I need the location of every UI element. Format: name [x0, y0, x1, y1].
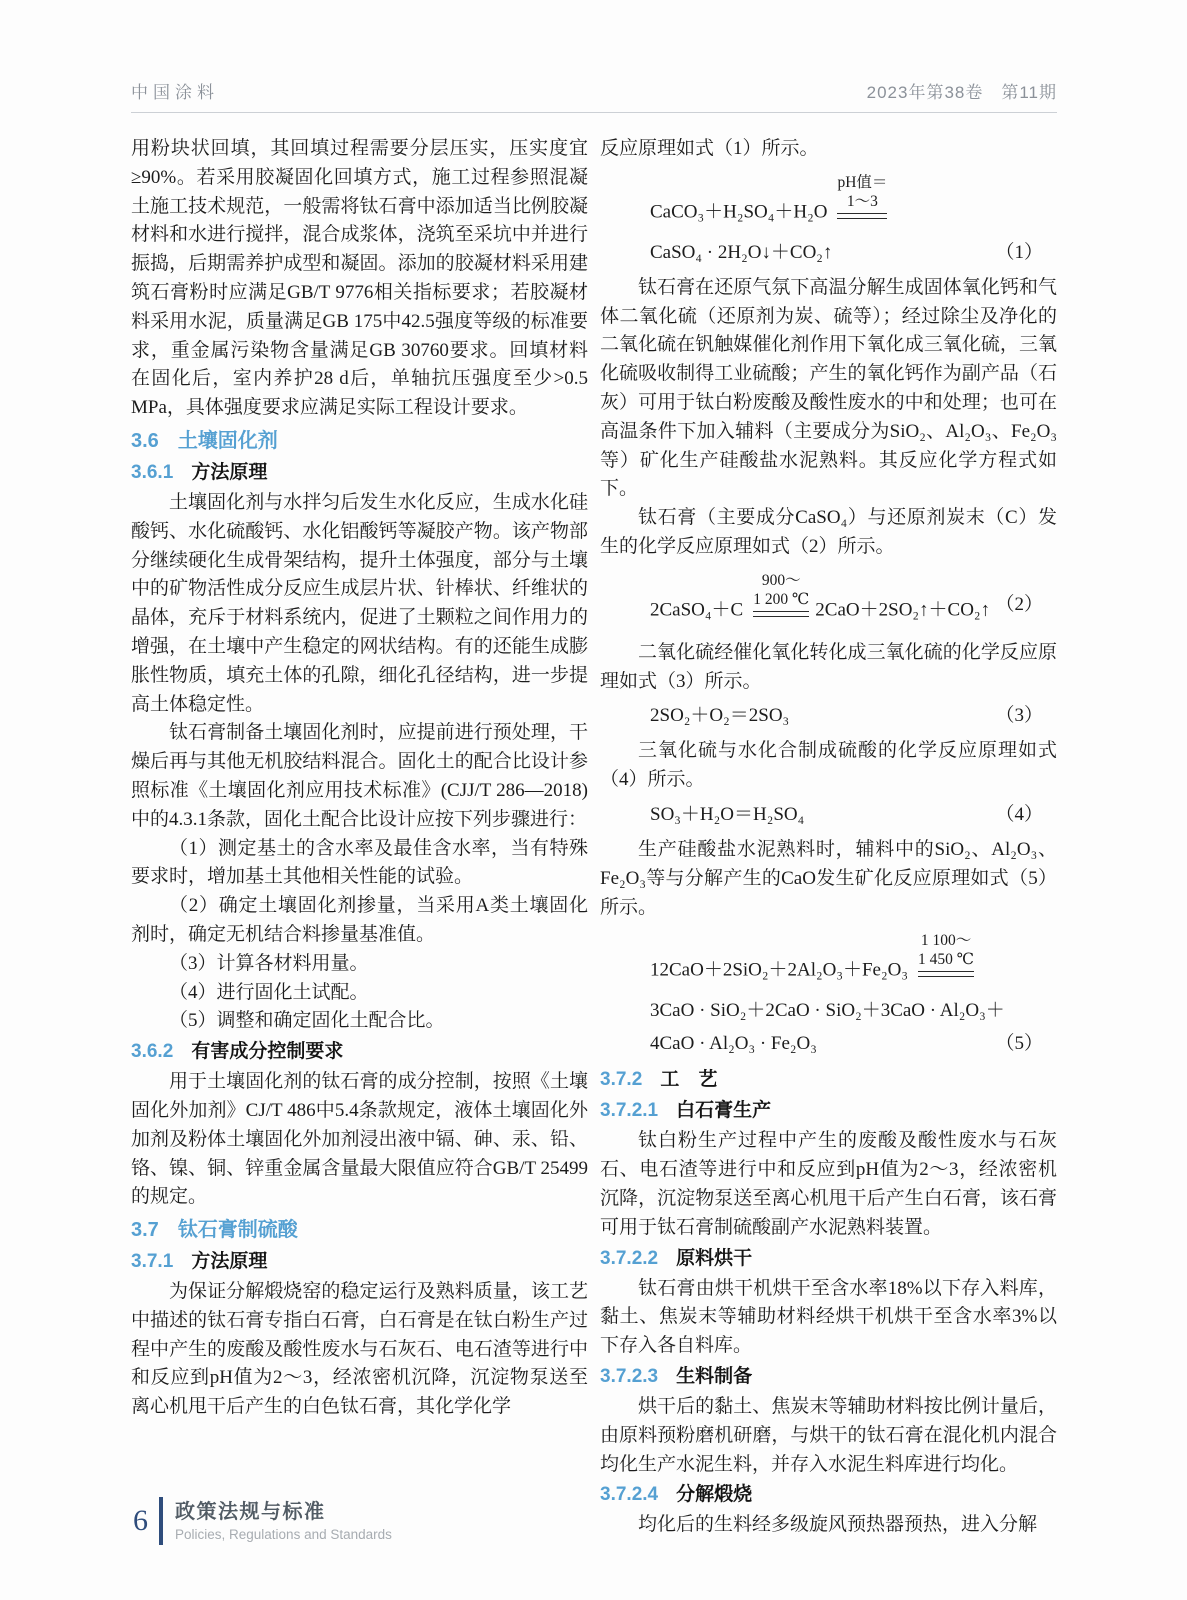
equation-line — [650, 571, 1043, 634]
subsection-heading-3-7-2-4 — [600, 1480, 1057, 1510]
section-number: 3.7 — [131, 1219, 159, 1242]
paragraph: 二氧化硫经催化氧化转化成三氧化硫的化学反应原理如式（3）所示。 — [600, 641, 1057, 692]
equation-formula: 2SO₂＋O₂＝2SO₃ — [650, 705, 790, 727]
subsection-heading-3-7-2 — [600, 1065, 1057, 1095]
paragraph: 用粉块状回填，其回填过程需要分层压实，压实度宜≥90%。若采用胶凝固化回填方式，施工过程参照混凝土施工技术规范，一般需将钛石膏中添加适当比例胶凝材料和水进行搅拌，混合成浆体，浇筑至采坑中并进行振捣，后期需养护成型和凝固。添加的胶凝材料采用建筑石膏粉时应满足GB/T 9776相关指标要求；若胶凝材料采用水泥，质量满足GB 175中42.5强度等级的标准要求，重金属污染物含量满足GB 30760要求。回填材料在固化后，室内养护28 d后，单轴抗压强度至少>0.5 MPa，具体强度要求应满足实际工程设计要求。 — [131, 138, 588, 419]
subsection-heading-3-6-1 — [131, 458, 588, 488]
equation-line — [650, 994, 1043, 1027]
equation-rhs: CaSO₄ · 2H₂O↓＋CO₂↑ — [650, 241, 833, 263]
condition-top: pH值＝ — [837, 173, 888, 191]
subsection-number: 3.7.2.2 — [600, 1247, 659, 1269]
section-title: 土壤固化剂 — [177, 429, 278, 452]
subsection-heading-3-7-1 — [131, 1247, 588, 1277]
equation-3 — [600, 699, 1057, 732]
paragraph: 钛石膏制备土壤固化剂时，应提前进行预处理，干燥后再与其他无机胶结料混合。固化土的配合比设计参照标准《土壤固化剂应用技术标准》(CJJ/T 286—2018)中的4.3.1条款，固化土配合比设计应按下列步骤进行： — [131, 722, 588, 830]
equation-number: （4） — [995, 803, 1043, 825]
condition-bottom: 1 200 ℃ — [753, 590, 810, 608]
issue-info: 2023年第38卷 第11期 — [866, 83, 1057, 102]
subsection-heading-3-7-2-1 — [600, 1096, 1057, 1126]
paragraph: 土壤固化剂与水拌匀后发生水化反应，生成水化硅酸钙、水化硫酸钙、水化铝酸钙等凝胶产物。该产物部分继续硬化生成骨架结构，提升土体强度，部分与土壤中的矿物活性成分反应生成层片状、针棒状、纤维状的晶体，充斥于材料系统内，促进了土颗粒之间作用力的增强，在土壤中产生稳定的网状结构。有的还能生成膨胀性物质，填充土体的孔隙，细化孔径结构，进一步提高土体稳定性。 — [131, 491, 588, 715]
equation-1 — [600, 173, 1057, 269]
equation-lhs: 2CaSO₄＋C — [650, 599, 744, 621]
subsection-heading-3-6-2 — [131, 1037, 588, 1067]
equation-rhs: 3CaO · SiO₂＋2CaO · SiO₂＋3CaO · Al₂O₃＋ — [650, 1000, 1005, 1022]
equation-body — [650, 571, 991, 634]
footer-section-en: Policies, Regulations and Standards — [175, 1526, 392, 1542]
equation-number: （1） — [995, 241, 1043, 263]
subsection-number: 3.6.2 — [131, 1041, 174, 1063]
double-bond-line — [918, 971, 974, 977]
page-number: 6 — [133, 1504, 148, 1537]
two-column-body — [131, 135, 1057, 1540]
subsection-title: 原料烘干 — [676, 1247, 753, 1269]
equation-number: （2） — [995, 593, 1043, 615]
subsection-title: 有害成分控制要求 — [191, 1041, 344, 1063]
equation-line — [650, 699, 1043, 732]
reaction-condition — [837, 173, 887, 219]
subsection-number: 3.7.2.4 — [600, 1484, 659, 1506]
paragraph: 用于土壤固化剂的钛石膏的成分控制，按照《土壤固化外加剂》CJ/T 486中5.4条款规定，液体土壤固化外加剂及粉体土壤固化外加剂浸出液中镉、砷、汞、铅、铬、镍、铜、锌重金属含量最大限值应符合GB/T 25499的规定。 — [131, 1071, 588, 1208]
footer — [133, 1497, 392, 1545]
equation-4 — [600, 798, 1057, 831]
list-item: （3）计算各材料用量。 — [169, 952, 369, 974]
subsection-number: 3.7.2 — [600, 1069, 643, 1091]
footer-divider — [159, 1497, 163, 1545]
equation-formula: SO₃＋H₂O＝H₂SO₄ — [650, 803, 805, 825]
paragraph: 为保证分解煅烧窑的稳定运行及熟料质量，该工艺中描述的钛石膏专指白石膏，白石膏是在钛白粉生产过程中产生的废酸及酸性废水与石灰石、电石渣等进行中和反应到pH值为2～3，经浓密机沉降，沉淀物泵送至离心机甩干后产生的白色钛石膏，其化学化学 — [131, 1281, 588, 1418]
footer-section — [175, 1500, 392, 1543]
equation-line — [650, 1027, 1043, 1060]
condition-top: 900～ — [761, 571, 801, 589]
journal-name: 中国涂料 — [131, 83, 219, 102]
paragraph: 烘干后的黏土、焦炭末等辅助材料按比例计量后，由原料预粉磨机研磨，与烘干的钛石膏在混化机内混合均化生产水泥生料，并存入水泥生料库进行均化。 — [600, 1395, 1057, 1475]
list-item: （5）调整和确定固化土配合比。 — [169, 1010, 445, 1032]
subsection-heading-3-7-2-2 — [600, 1244, 1057, 1274]
equation-line — [650, 798, 1043, 831]
equation-lhs: 12CaO＋2SiO₂＋2Al₂O₃＋Fe₂O₃ — [650, 959, 908, 981]
subsection-number: 3.7.1 — [131, 1251, 174, 1273]
paragraph: 均化后的生料经多级旋风预热器预热，进入分解 — [638, 1514, 1038, 1536]
subsection-title: 分解煅烧 — [676, 1484, 753, 1506]
paragraph: 钛石膏（主要成分CaSO₄）与还原剂炭末（C）发生的化学反应原理如式（2）所示。 — [600, 507, 1057, 557]
equation-rhs: 2CaO＋2SO₂↑＋CO₂↑ — [815, 599, 991, 621]
section-heading-3-6 — [131, 425, 588, 457]
equation-lhs: CaCO₃＋H₂SO₄＋H₂O — [650, 201, 828, 223]
section-title: 钛石膏制硫酸 — [177, 1219, 298, 1242]
subsection-heading-3-7-2-3 — [600, 1362, 1057, 1392]
paragraph: 钛石膏在还原气氛下高温分解生成固体氧化钙和气体二氧化硫（还原剂为炭、硫等）；经过除尘及净化的二氧化硫在钒触媒催化剂作用下氧化成三氧化硫，三氧化硫吸收制得工业硫酸；产生的氧化钙作为副产品（石灰）可用于钛白粉废酸及酸性废水的中和处理；也可在高温条件下加入辅料（主要成分为SiO₂、Al₂O₃、Fe₂O₃等）矿化生产硅酸盐水泥熟料。其反应化学方程式如下。 — [600, 276, 1057, 500]
paragraph: 钛白粉生产过程中产生的废酸及酸性废水与石灰石、电石渣等进行中和反应到pH值为2～3，经浓密机沉降，沉淀物泵送至离心机甩干后产生白石膏，该石膏可用于钛石膏制硫酸副产水泥熟料装置。 — [600, 1130, 1057, 1238]
subsection-title: 方法原理 — [191, 461, 268, 483]
journal-header — [131, 78, 1057, 113]
condition-top: 1 100～ — [920, 932, 972, 950]
double-bond-line — [837, 213, 887, 219]
equation-rhs: 4CaO · Al₂O₃ · Fe₂O₃ — [650, 1033, 817, 1055]
footer-section-cn: 政策法规与标准 — [175, 1500, 326, 1523]
right-column — [600, 135, 1057, 1540]
condition-bottom: 1 450 ℃ — [917, 951, 975, 969]
reaction-condition — [918, 931, 974, 977]
subsection-title: 生料制备 — [676, 1365, 753, 1387]
equation-5 — [600, 932, 1057, 1060]
paragraph: 三氧化硫与水化合制成硫酸的化学反应原理如式（4）所示。 — [600, 740, 1057, 791]
section-number: 3.6 — [131, 429, 159, 452]
reaction-condition — [753, 571, 809, 617]
subsection-title: 方法原理 — [191, 1251, 268, 1273]
paragraph: 钛石膏由烘干机烘干至含水率18%以下存入料库，黏土、焦炭末等辅助材料经烘干机烘干至含水率3%以下存入各自料库。 — [600, 1277, 1057, 1357]
subsection-title: 白石膏生产 — [676, 1100, 772, 1122]
subsection-number: 3.6.1 — [131, 461, 174, 483]
equation-line — [650, 173, 1043, 236]
equation-2 — [600, 571, 1057, 634]
list-item: （2）确定土壤固化剂掺量，当采用A类土壤固化剂时，确定无机结合料掺量基准值。 — [131, 895, 588, 945]
list-item: （1）测定基土的含水率及最佳含水率，当有特殊要求时，增加基土其他相关性能的试验。 — [131, 837, 588, 888]
list-item: （4）进行固化土试配。 — [169, 981, 369, 1003]
double-bond-line — [753, 611, 809, 617]
equation-number: （3） — [995, 705, 1043, 727]
subsection-number: 3.7.2.3 — [600, 1365, 659, 1387]
condition-bottom: 1～3 — [846, 192, 878, 210]
equation-number: （5） — [995, 1033, 1043, 1055]
section-heading-3-7 — [131, 1214, 588, 1246]
subsection-title: 工 艺 — [660, 1069, 718, 1091]
subsection-number: 3.7.2.1 — [600, 1100, 659, 1122]
left-column — [131, 135, 588, 1540]
paragraph: 生产硅酸盐水泥熟料时，辅料中的SiO₂、Al₂O₃、Fe₂O₃等与分解产生的CaO发生矿化反应原理如式（5）所示。 — [600, 838, 1057, 918]
equation-line — [650, 236, 1043, 269]
equation-line — [650, 932, 1043, 994]
paragraph: 反应原理如式（1）所示。 — [600, 138, 819, 159]
